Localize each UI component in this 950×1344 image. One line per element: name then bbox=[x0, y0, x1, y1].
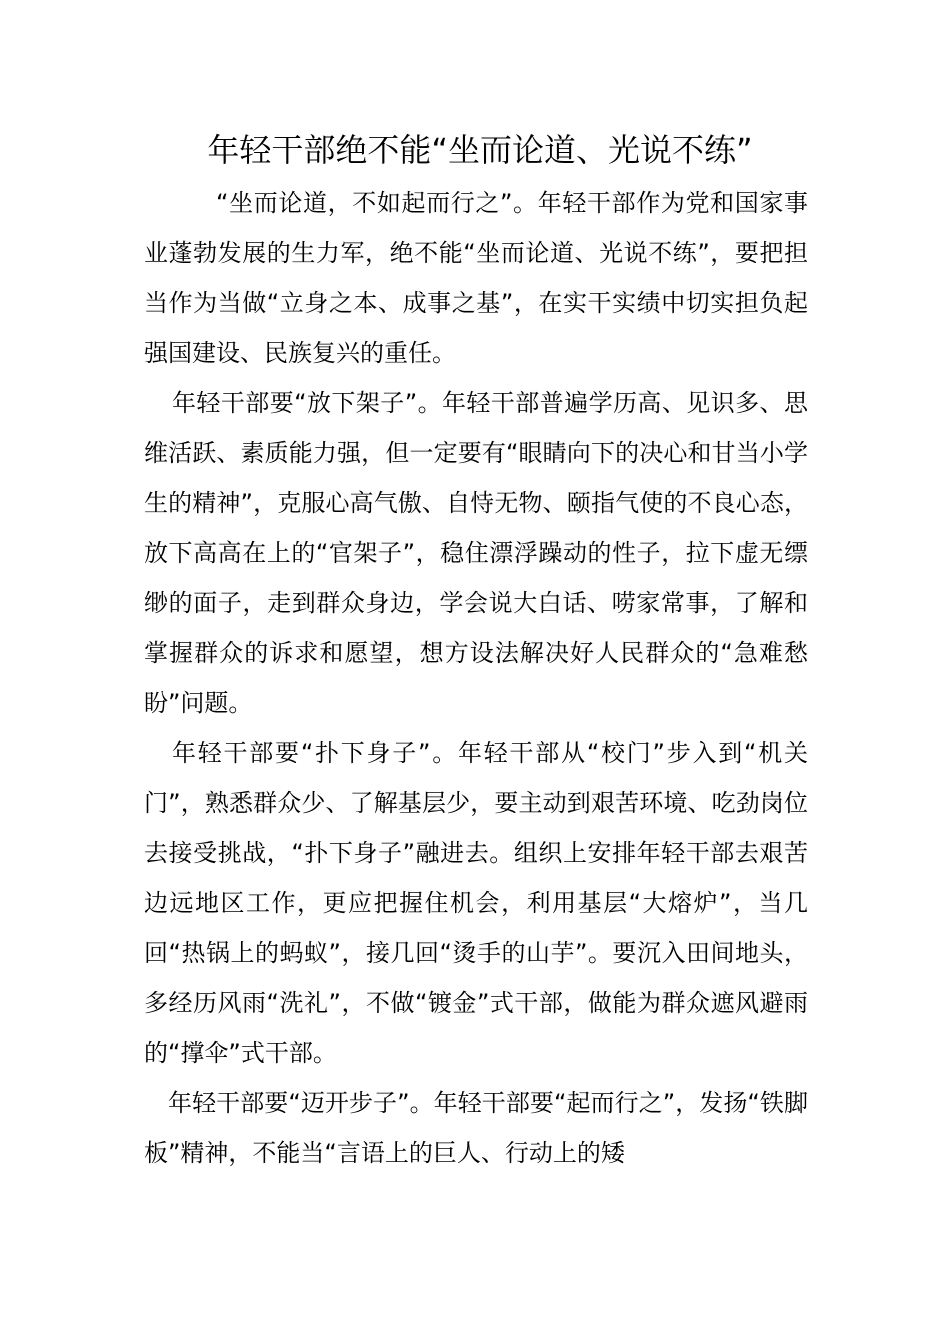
paragraph-intro: “坐而论道，不如起而行之”。年轻干部作为党和国家事业蓬勃发展的生力军，绝不能“坐而论道、光说不练”，要把担当作为当做“立身之本、成事之基”，在实干实绩中切实担负起强国建设、民族复兴的重任。 bbox=[144, 189, 808, 367]
paragraph-get-down-to-work: 年轻干部要“扑下身子”。年轻干部从“校门”步入到“机关门”，熟悉群众少、了解基层少，要主动到艰苦环境、吃劲岗位去接受挑战，“扑下身子”融进去。组织上安排年轻干部去艰苦边远地区工作，更应把握住机会，利用基层“大熔炉”，当几回“热锅上的蚂蚁”，接几回“烫手的山芋”。要沉入田间地头，多经历风雨“洗礼”，不做“镀金”式干部，做能为群众遮风避雨的“撑伞”式干部。 bbox=[144, 739, 808, 1067]
document-title: 年轻干部绝不能“坐而论道、光说不练” bbox=[207, 131, 753, 169]
paragraph-take-steps: 年轻干部要“迈开步子”。年轻干部要“起而行之”，发扬“铁脚板”精神，不能当“言语上的巨人、行动上的矮 bbox=[144, 1089, 808, 1167]
document-body bbox=[144, 178, 808, 1178]
paragraph-put-down-airs: 年轻干部要“放下架子”。年轻干部普遍学历高、见识多、思维活跃、素质能力强，但一定要有“眼睛向下的决心和甘当小学生的精神”，克服心高气傲、自恃无物、颐指气使的不良心态，放下高高在上的“官架子”，稳住漂浮躁动的性子，拉下虚无缥缈的面子，走到群众身边，学会说大白话、唠家常事，了解和掌握群众的诉求和愿望，想方设法解决好人民群众的“急难愁盼”问题。 bbox=[144, 389, 808, 717]
